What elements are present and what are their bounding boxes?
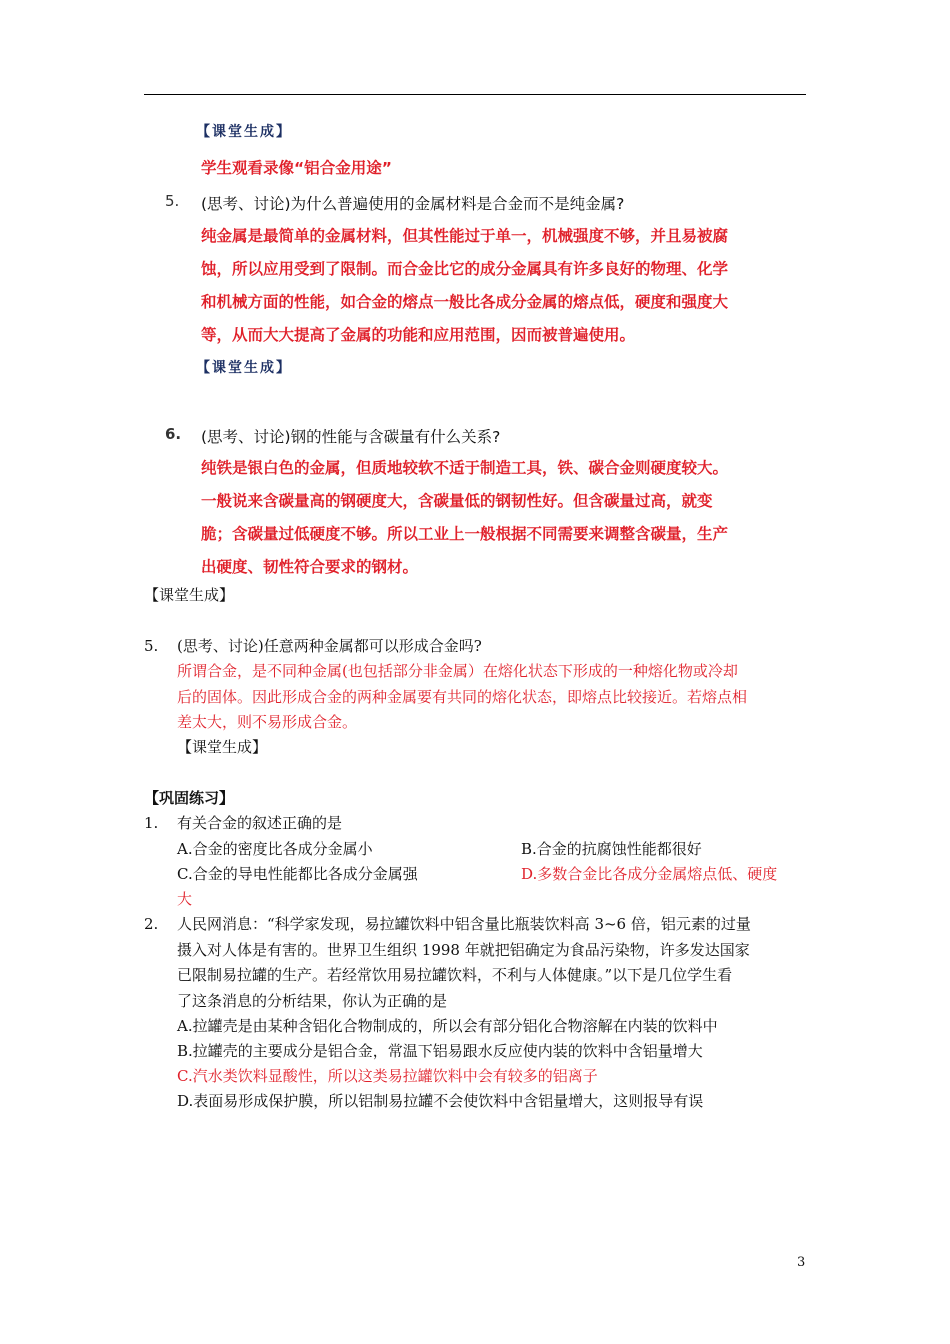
practice-q1-option-a: A.合金的密度比各成分金属小: [177, 840, 373, 858]
answer-line: 等，从而大大提高了金属的功能和应用范围，因而被普遍使用。: [201, 326, 636, 344]
q5a-question: (思考、讨论)为什么普遍使用的金属材料是合金而不是纯金属?: [201, 195, 625, 213]
q6-answer: [201, 452, 791, 584]
q5a-answer: [201, 220, 791, 352]
answer-line: 出硬度、韧性符合要求的钢材。: [201, 558, 419, 576]
answer-line: 纯金属是最简单的金属材料，但其性能过于单一，机械强度不够，并且易被腐: [201, 227, 729, 245]
header-rule: [144, 94, 806, 95]
answer-line: 脆；含碳量过低硬度不够。所以工业上一般根据不同需要来调整含碳量，生产: [201, 525, 729, 543]
answer-line: 后的固体。因此形成合金的两种金属要有共同的熔化状态，即熔点比较接近。若熔点相: [177, 687, 748, 706]
practice-q2-option-d: D.表面易形成保护膜，所以铝制易拉罐不会使饮料中含铝量增大，这则报导有误: [177, 1092, 704, 1110]
answer-line: 和机械方面的性能，如合金的熔点一般比各成分金属的熔点低，硬度和强度大: [201, 293, 729, 311]
section-tag-3: 【课堂生成】: [144, 586, 235, 604]
practice-heading: 【巩固练习】: [144, 789, 235, 807]
practice-q1-option-d-cont: 大: [177, 890, 193, 908]
practice-q2-stem: [177, 912, 817, 1014]
practice-q2-option-c: C.汽水类饮料显酸性，所以这类易拉罐饮料中会有较多的铝离子: [177, 1067, 598, 1085]
stem-line: 人民网消息：“科学家发现，易拉罐饮料中铝含量比瓶装饮料高 3~6 倍，铝元素的过量: [177, 915, 751, 933]
answer-line: 纯铁是银白色的金属，但质地较软不适于制造工具，铁、碳合金则硬度较大。: [201, 459, 729, 477]
practice-q2-option-b: B.拉罐壳的主要成分是铝合金，常温下铝易跟水反应使内装的饮料中含铝量增大: [177, 1042, 703, 1060]
page-number: 3: [797, 1255, 806, 1270]
stem-line: 摄入对人体是有害的。世界卫生组织 1998 年就把铝确定为食品污染物，许多发达国家: [177, 940, 750, 959]
section-tag-1: 【课堂生成】: [196, 124, 292, 140]
practice-q1-stem: 有关合金的叙述正确的是: [177, 814, 343, 832]
answer-line: 差太大，则不易形成合金。: [177, 713, 358, 731]
practice-q1-option-b: B.合金的抗腐蚀性能都很好: [521, 840, 702, 858]
answer-line: 一般说来含碳量高的钢硬度大，含碳量低的钢韧性好。但含碳量过高，就变: [201, 492, 713, 510]
q6-question: (思考、讨论)钢的性能与含碳量有什么关系?: [201, 428, 501, 446]
q5b-tag: 【课堂生成】: [177, 738, 268, 756]
practice-q1-option-d: D.多数合金比各成分金属熔点低、硬度: [521, 865, 778, 883]
q5a-number: 5.: [165, 192, 180, 210]
stem-line: 了这条消息的分析结果，你认为正确的是: [177, 991, 448, 1010]
practice-q2-option-a: A.拉罐壳是由某种含铝化合物制成的，所以会有部分铝化合物溶解在内装的饮料中: [177, 1017, 718, 1035]
aluminum-video-note: 学生观看录像“铝合金用途”: [201, 159, 392, 177]
q5b-answer: [177, 659, 817, 736]
practice-q1-number: 1.: [144, 814, 159, 832]
q5b-question: (思考、讨论)任意两种金属都可以形成合金吗?: [177, 637, 482, 655]
q6-number: 6.: [165, 425, 182, 443]
answer-line: 蚀，所以应用受到了限制。而合金比它的成分金属具有许多良好的物理、化学: [201, 260, 729, 278]
q5b-number: 5.: [144, 637, 159, 655]
practice-q1-option-c: C.合金的导电性能都比各成分金属强: [177, 865, 418, 883]
section-tag-2: 【课堂生成】: [196, 360, 292, 376]
answer-line: 所谓合金，是不同种金属(也包括部分非金属）在熔化状态下形成的一种熔化物或冷却: [177, 662, 738, 680]
practice-q2-number: 2.: [144, 915, 159, 933]
stem-line: 已限制易拉罐的生产。若经常饮用易拉罐饮料，不利与人体健康。”以下是几位学生看: [177, 966, 733, 984]
